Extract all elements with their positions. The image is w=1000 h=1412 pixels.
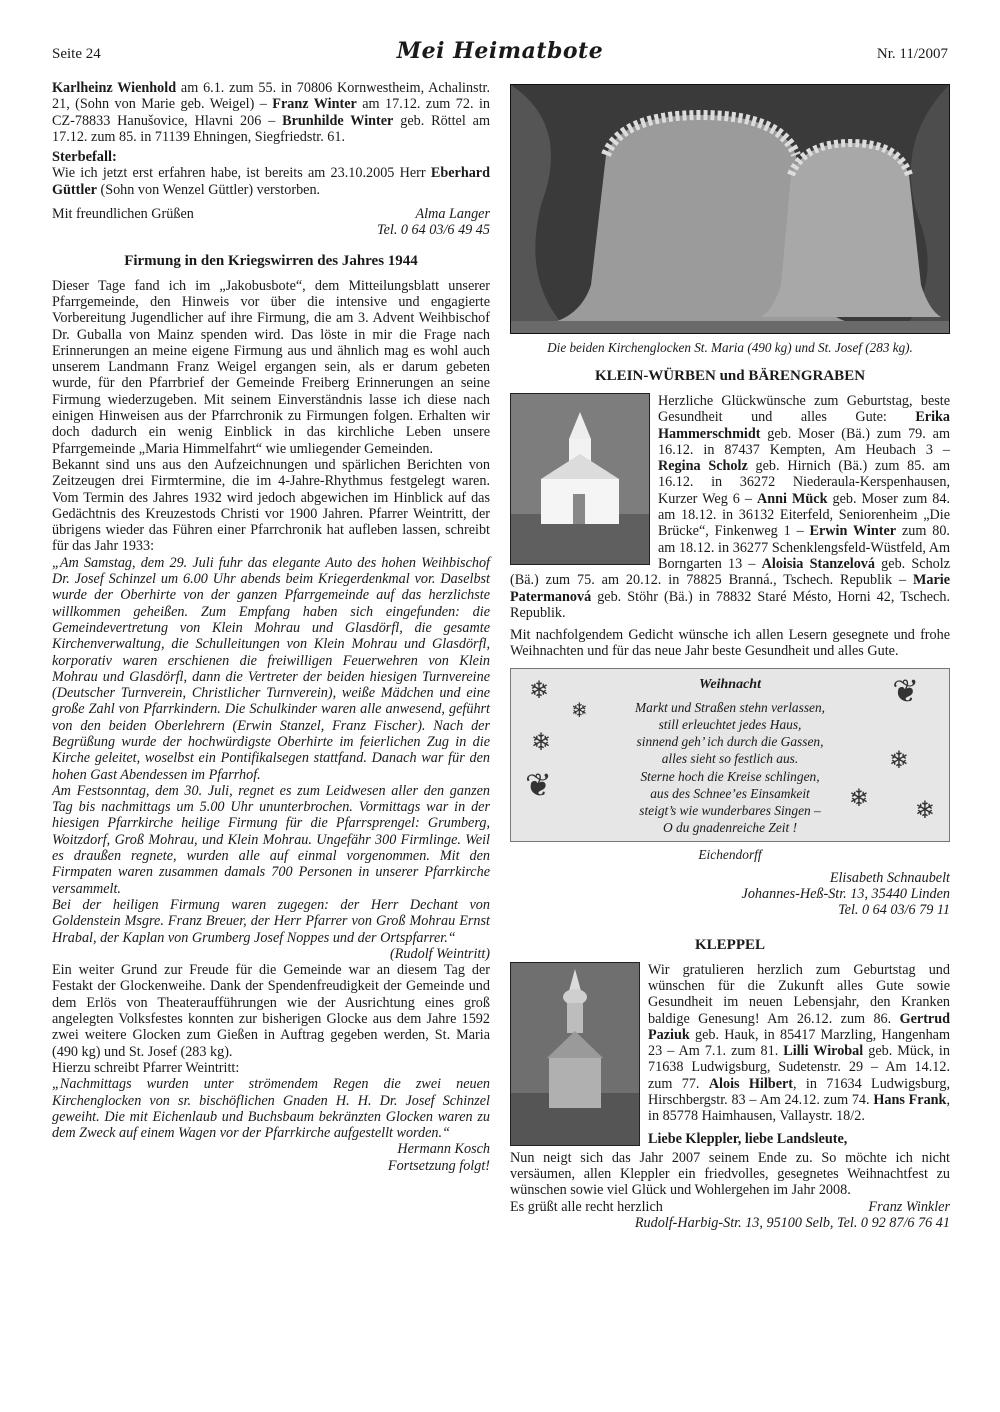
masthead: Mei Heimatbote	[396, 38, 604, 64]
page-header	[52, 38, 948, 72]
snowflake-icon: ❄	[571, 699, 588, 722]
greeting-text: Mit freundlichen Grüßen	[52, 206, 194, 223]
signature-address: Johannes-Heß-Str. 13, 35440 Linden	[741, 886, 950, 903]
snowflake-icon: ❄	[888, 747, 909, 774]
closing-wishes: Mit nachfolgendem Gedicht wünsche ich allen Lesern gesegnete und frohe Weihnachten und für das neue Jahr beste Gesundheit und alles Gute.	[510, 627, 950, 660]
greeting-name: Alma Langer	[415, 206, 490, 223]
closing-body: Nun neigt sich das Jahr 2007 seinem Ende zu. So möchte ich nicht versäumen, allen Kleppler ein friedvolles, gesegnetes Weihnachtfest zu wünschen sowie viel Glück und Wohlergehen im Jahr 2008.	[510, 1149, 950, 1199]
photo-caption: Die beiden Kirchenglocken St. Maria (490 kg) und St. Josef (283 kg).	[547, 340, 913, 355]
regards-text: Es grüßt alle recht herzlich	[510, 1198, 663, 1215]
death-notice: Wie ich jetzt erst erfahren habe, ist bereits am 23.10.2005 Herr Eberhard Güttler (Sohn von Wenzel Güttler) verstorben.	[52, 165, 490, 198]
page-number: Seite 24	[52, 46, 101, 62]
christmas-ornament-icon: ❦	[892, 672, 919, 709]
greetings-klein-wuerben: Herzliche Glückwünsche zum Geburtstag, beste Gesundheit und alles Gute: Erika Hammerschmidt geb. Moser (Bä.) zum 79. am 16.12. in 87437 Kempten, Am Heubach 3 – Regina Scholz geb. Hirnich (Bä.) zum 85. am 16.12. in 36272 Niederaula-Kerspenhausen, Kurzer Weg 6 – Anni Mück geb. Moser zum 84. am 18.12. in 36132 Eiterfeld, Seniorenheim „Die Brücke“, Finkenweg 1 – Erwin Winter zum 80. am 18.12. in 36277 Schenklengsfeld-Wüstfeld, Am Borngarten 13 – Aloisia Stanzelová geb. Scholz (Bä.) zum 75. am 20.12. in 78825 Branná., Tschech. Republik – Marie Patermanová geb. Stöhr (Bä.) in 78832 Staré Mésto, Horni 42, Tschech. Republik.	[510, 393, 950, 621]
right-column	[510, 84, 950, 1231]
article-paragraph-1: Dieser Tage fand ich im „Jakobusbote“, dem Mitteilungsblatt unserer Pfarrgemeinde, den Hinweis vor über die intensive und engagierte Vorbereitung Jugendlicher auf ihre Firmung, die am 3. Advent Weihbischof Dr. Guballa von Mainz spenden wird. Das löste in mir die Frage nach Erinnerungen an meine eigene Firmung aus und ähnlich mag es wohl auch unserem Landmann Franz Weigel ergangen sein, als er darum gebeten wurde, für den Pfarrbrief der Gemeinde Freiberg Erinnerungen an seine Firmung wiederzugeben. Mit seinem Einverständnis lasse ich diese nach einigen Hinweisen aus der Pfarrchronik zu Firmungen folgen. Erhalten wir doch dadurch ein wenig Einblick in das kirchliche Leben unsere Pfarrgemeinde „Maria Himmelfahrt“ wie umliegender Gemeinden.	[52, 277, 490, 457]
left-column	[52, 80, 490, 1174]
poem-author: Eichendorff	[698, 846, 762, 862]
article-author: Hermann Kosch	[397, 1141, 490, 1158]
article-quote-4: „Nachmittags wurden unter strömendem Regen die zwei neuen Kirchenglocken von sr. bischöflichen Gnaden H. H. Dr. Josef Schinzel geweiht. Die mit Eichenlaub und Buchsbaum bekränzten Glocken waren zu dem Zweck auf einem Wagen vor der Pfarrkirche aufgestellt worden.“	[52, 1076, 490, 1142]
poem-title: Weihnacht	[699, 676, 761, 692]
article-title: Firmung in den Kriegswirren des Jahres 1944	[124, 252, 418, 269]
section-title-kleppel: KLEPPEL	[694, 936, 765, 953]
snowflake-icon: ❄	[914, 797, 935, 824]
death-heading: Sterbefall:	[52, 149, 117, 166]
regards-name: Franz Winkler	[868, 1198, 950, 1215]
poem-box	[510, 668, 950, 862]
bells-photo	[510, 84, 950, 334]
section-title-klein-wuerben: KLEIN-WÜRBEN und BÄRENGRABEN	[594, 368, 866, 384]
snowflake-icon: ❄	[529, 677, 550, 704]
signature-block-1	[510, 870, 950, 919]
salutation: Liebe Kleppler, liebe Landsleute,	[648, 1130, 848, 1147]
church-tower-illustration	[511, 963, 639, 1145]
issue-number: Nr. 11/2007	[876, 46, 948, 62]
continued-note: Fortsetzung folgt!	[387, 1157, 490, 1174]
chapel-photo	[510, 393, 650, 565]
article-quote-2: Am Festsonntag, dem 30. Juli, regnet es zum Leidwesen aller den ganzen Tag bis nachmittags um 5.00 Uhr ununterbrochen. Vormittags war in der hiesigen Pfarrkirche heilige Firmung für die Pfarrsprengel: Grumberg, Woitzdorf, Groß Mohrau, und Klein Mohrau. Ungefähr 300 Firmlinge. Weil es draußen regnete, wurden alle auf einmal vorgenommen. Mit den Firmpaten waren zusammen damals 700 Personen in unserer Pfarrkirche versammelt.	[52, 782, 490, 897]
article-paragraph-2: Bekannt sind uns aus den Aufzeichnungen und spärlichen Berichten von Zeitzeugen drei Firmtermine, die im 4-Jahre-Rhythmus festgelegt waren. Vom Termin des Jahres 1932 wird jedoch abgewichen im Hinblick auf das Gedächtnis des Kreuzestods Christi vor 1900 Jahren. Pfarrer Weintritt, der übrigens wieder das Führen einer Pfarrchronik hat aufleben lassen, schreibt für das Jahr 1933:	[52, 456, 490, 555]
signature-phone: Tel. 0 64 03/6 79 11	[838, 902, 950, 919]
article-quote-1: „Am Samstag, dem 29. Juli fuhr das elegante Auto des hohen Weihbischof Dr. Josef Schinzel um 6.00 Uhr abends beim Kriegerdenkmal vor. Daselbst wurde der Oberhirte von der ganzen Pfarrgemeinde auf das herzlichste willkommen geheißen. Zum Empfang haben sich eingefunden: die Gemeindevertretung von Klein Mohrau und Glasdörfl, die gesamte Kirchenverwaltung, die Schulleitungen von Klein Mohrau und Glasdörfl, korporativ waren erschienen die freiwilligen Feuerwehren von Klein Mohrau und Glasdörfl, dann die Vertreter der beiden hiesigen Turnvereine (Deutscher Turnverein, Christlicher Turnverein), weiße Mädchen und eine große Zahl von Pfarrkindern. Die Schulkinder waren alle anwesend, geführt von den beiden Oberlehrern (Erwin Stanzel, Franz Fischer). Nach der Begrüßung wurde der hochwürdigste Oberhirte im feierlichen Zug in die Kirche geleitet, woselbst ein Pontifikalsegen stattfand. Danach war für den hohen Gast Abendessen im Pfarrhof.	[52, 554, 490, 783]
snowflake-icon: ❄	[531, 729, 552, 756]
poem-lines: Markt und Straßen stehn verlassen, still erleuchtet jedes Haus, sinnend geh’ ich durch die Gassen, alles sieht so festlich aus. Sterne hoch die Kreise schlingen, aus des Schnee’es Einsamkeit steigt’s wie wunderbares Singen – O du gnadenreiche Zeit !	[634, 699, 826, 836]
chapel-illustration	[511, 394, 649, 564]
article-paragraph-4: Hierzu schreibt Pfarrer Weintritt:	[52, 1059, 240, 1076]
signature-name: Elisabeth Schnaubelt	[829, 869, 950, 886]
christmas-ornament-icon: ❦	[525, 766, 552, 803]
regards-address: Rudolf-Harbig-Str. 13, 95100 Selb, Tel. 0 92 87/6 76 41	[634, 1214, 950, 1231]
quote-signature: (Rudolf Weintritt)	[390, 945, 490, 962]
greetings-kleppel: Wir gratulieren herzlich zum Geburtstag und wünschen für die Zukunft alles Gute sowie Gesundheit im neuen Lebensjahr, den Kranken baldige Genesung! Am 26.12. zum 86. Gertrud Paziuk geb. Hauk, in 85417 Marzling, Hangenham 23 – Am 7.1. zum 81. Lilli Wirobal geb. Mück, in 71638 Ludwigsburg, Sudetenstr. 29 – Am 14.12. zum 77. Alois Hilbert, in 71634 Ludwigsburg, Hirschbergstr. 83 – Am 24.12. zum 74. Hans Frank, in 85778 Haimhausen, Vallaystr. 18/2.	[648, 961, 950, 1125]
greeting-row	[52, 206, 490, 222]
article-paragraph-3: Ein weiter Grund zur Freude für die Gemeinde war an diesem Tag der Festakt der Glockenweihe. Dank der Spendenfreudigkeit der Gemeinde und dem Erlös von Theateraufführungen wie der Ausrichtung eines groß angelegten Volksfestes konnten zur bisherigen Glocke aus dem Jahre 1592 zwei weitere Glocken zum Gießen in Auftrag gegeben werden, St. Maria (490 kg) und St. Josef (283 kg).	[52, 962, 490, 1060]
church-tower-photo	[510, 962, 640, 1146]
greeting-phone: Tel. 0 64 03/6 49 45	[377, 222, 490, 239]
article-quote-3: Bei der heiligen Firmung waren zugegen: der Herr Dechant von Goldenstein Msgre. Franz Breuer, der Herr Pfarrer von Groß Mohrau Ernst Hrabal, der Kaplan von Grumberg Josef Noppes und der Ortspfarrer.“ (Rudolf Weintritt)	[52, 896, 490, 962]
bells-illustration	[511, 85, 949, 333]
birthday-intro: Karlheinz Wienhold am 6.1. zum 55. in 70806 Kornwestheim, Achalinstr. 21, (Sohn von Marie geb. Weigel) – Franz Winter am 17.12. zum 72. in CZ-78833 Hanušovice, Hlavni 206 – Brunhilde Winter geb. Röttel am 17.12. zum 85. in 71139 Ehningen, Siegfriedstr. 61.	[52, 80, 491, 145]
regards-row	[510, 1199, 950, 1215]
snowflake-icon: ❄	[848, 785, 869, 812]
